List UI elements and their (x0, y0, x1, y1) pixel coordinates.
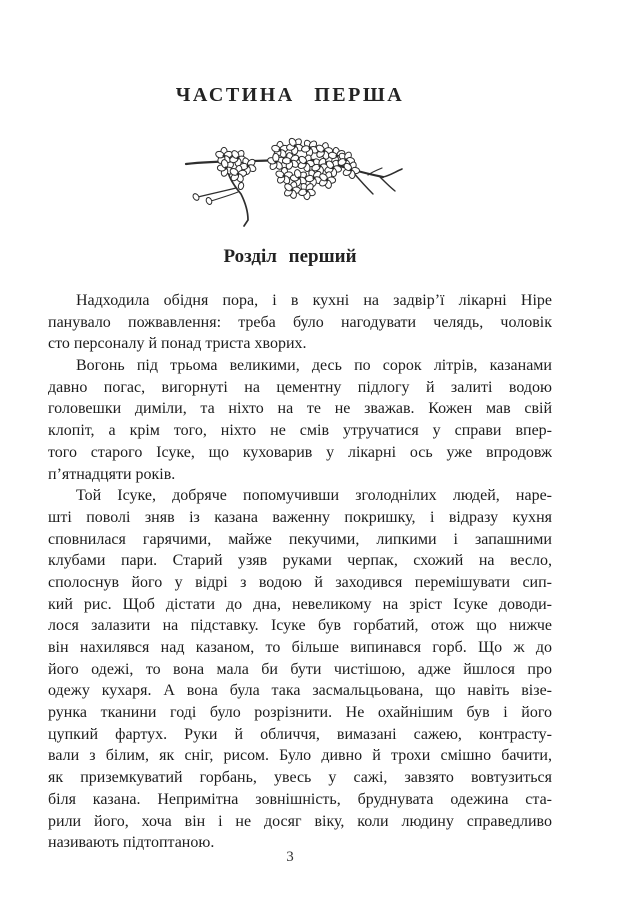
text-line: рили його, хоча він і не досяг віку, коли людину справедливо (48, 812, 552, 830)
paragraph (48, 290, 552, 355)
text-line: Вогонь під трьома великими, десь по сорок літрів, казанами (76, 357, 552, 375)
text-line: Надходила обідня пора, і в кухні на задвір’ї лікарні Ніре (76, 292, 552, 309)
text-line: кий рис. Щоб дістати до дна, невеликому на зріст Ісуке доводи- (48, 595, 552, 613)
paragraph (48, 355, 552, 485)
text-line: цупкий фартух. Руки й обличчя, вимазані сажею, контрасту- (48, 725, 552, 743)
paragraph (48, 485, 552, 854)
text-line: сто персоналу й понад триста хворих. (48, 335, 307, 353)
text-line: того старого Ісуке, що куховарив у лікарні ось уже впродовж (48, 443, 552, 461)
text-line: його одежі, то вона мала би бути чистішою, адже йшлося про (48, 660, 552, 678)
text-line: клопіт, а крім того, ніхто не смів утручатися у справи впер- (48, 422, 552, 440)
text-line: панувало пожвавлення: треба було нагодувати челядь, чоловік (48, 313, 552, 331)
text-line: вали з білим, як сніг, рисом. Було дивно й трохи смішно бачити, (48, 747, 552, 765)
text-line: біля казана. Непримітна зовнішність, бруднувата одежина ста- (48, 790, 552, 808)
text-line: він нахилявся над казаном, то більше випинався горб. Що ж до (48, 639, 552, 656)
text-line: сповнилася гарячими, майже пекучими, липкими і запашними (48, 530, 552, 548)
text-line: сполоснув його у відрі з водою й заходився перемішувати сип- (48, 573, 552, 591)
cherry-blossom-branch-icon (180, 136, 410, 232)
body-text (48, 290, 552, 854)
text-line: лося залазити на підставку. Ісуке був горбатий, отож що нижче (48, 617, 552, 635)
page-number: 3 (286, 849, 294, 865)
text-line: клубами пари. Старий узяв руками черпак, схожий на весло, (48, 552, 552, 570)
text-line: як приземкуватий горбань, увесь у сажі, завзято вовтузиться (48, 769, 552, 787)
text-line: Той Ісуке, добряче попомучивши зголоднілих людей, наре- (76, 487, 552, 505)
part-title: ЧАСТИНА ПЕРША (175, 84, 405, 106)
text-line: давно погас, вигорнуті на цементну підлогу й залиті водою (48, 378, 552, 396)
text-line: називають підтоптаною. (48, 834, 215, 852)
chapter-title: Розділ перший (223, 246, 357, 267)
text-line: шті поволі зняв із казана важенну покришку, і відразу кухня (48, 508, 552, 526)
text-line: п’ятнадцяти років. (48, 465, 176, 483)
buds (192, 182, 245, 206)
text-line: одежу кухаря. А вона була така засмальцьована, що навіть візе- (48, 682, 552, 700)
text-line: рунка тканини годі було розрізнити. Не охайнішим був і його (48, 704, 552, 722)
text-line: головешки диміли, та ніхто на те не зважав. Кожен мав свій (48, 400, 552, 418)
